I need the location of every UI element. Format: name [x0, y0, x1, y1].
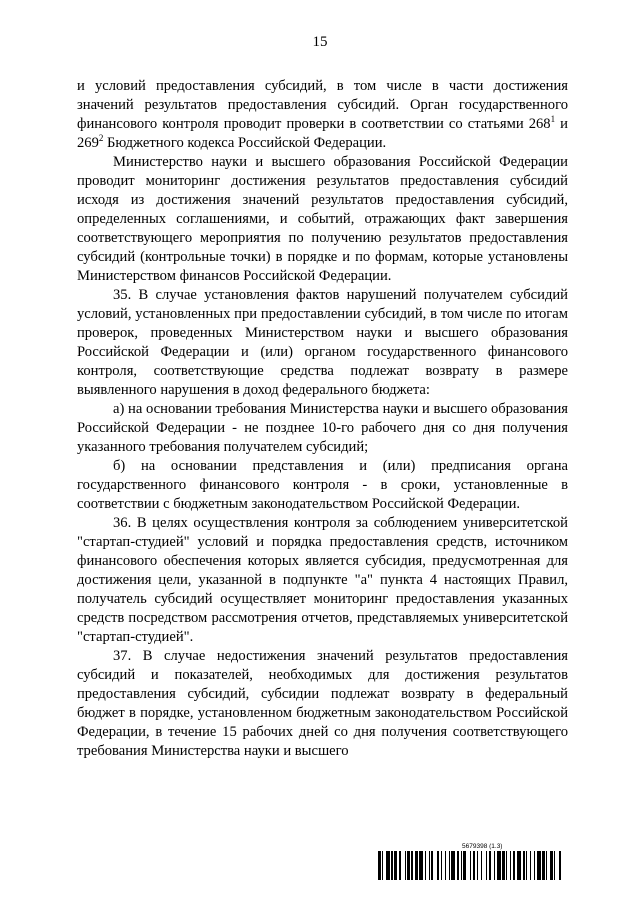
- paragraph-control-continuation: [77, 77, 568, 153]
- paragraph-text: и условий предоставления субсидий, в том числе в части достижения значений результатов предоставления субсидий. Орган государственного финансового контроля проводит проверки в соответствии со статьями 268: [77, 78, 568, 132]
- paragraph-text: и 269: [77, 116, 568, 151]
- document-body: [77, 77, 568, 761]
- paragraph-36: 36. В целях осуществления контроля за соблюдением университетской "стартап-студией" условий и порядка предоставления средств, источником финансового обеспечения которых является субсидия, предусмотренная для достижения цели, указанной в подпункте "а" пункта 4 настоящих Правил, получатель субсидий осуществляет мониторинг предоставления указанных средств посредством рассмотрения отчетов, представляемых университетской "стартап-студией".: [77, 515, 568, 645]
- paragraph-35-b: б) на основании представления и (или) предписания органа государственного финансового контроля - в сроки, установленные в соответствии с бюджетным законодательством Российской Федерации.: [77, 458, 568, 512]
- document-code: 5679398 (1.3): [462, 843, 503, 850]
- paragraph-37: 37. В случае недостижения значений результатов предоставления субсидий и показателей, необходимых для достижения результатов предоставления субсидий, субсидии подлежат возврату в федеральный бюджет в порядке, установленном бюджетным законодательством Российской Федерации, в течение 15 рабочих дней со дня получения соответствующего требования Министерства науки и высшего: [77, 648, 568, 759]
- paragraph-text: Бюджетного кодекса Российской Федерации.: [103, 135, 387, 151]
- page-number: 15: [312, 34, 328, 50]
- paragraph-monitoring: Министерство науки и высшего образования Российской Федерации проводит мониторинг достижения результатов предоставления субсидий исходя из достижения значений результатов предоставления субсидий, определенных соглашениями, и событий, отражающих факт завершения соответствующего мероприятия по получению результатов предоставления субсидий (контрольные точки) в порядке и по формам, которые установлены Министерством финансов Российской Федерации.: [77, 154, 568, 284]
- superscript-mark: 2: [98, 133, 104, 144]
- superscript-mark: 1: [550, 114, 556, 125]
- paragraph-35: 35. В случае установления фактов нарушений получателем субсидий условий, установленных при предоставлении субсидий, в том числе по итогам проверок, проведенных Министерством науки и высшего образования Российской Федерации и (или) органом государственного финансового контроля, соответствующие средства подлежат возврату в размере выявленного нарушения в доход федерального бюджета:: [77, 287, 568, 398]
- paragraph-35-a: а) на основании требования Министерства науки и высшего образования Российской Федерации - не позднее 10-го рабочего дня со дня получения указанного требования получателем субсидий;: [77, 401, 568, 455]
- barcode: [378, 851, 564, 880]
